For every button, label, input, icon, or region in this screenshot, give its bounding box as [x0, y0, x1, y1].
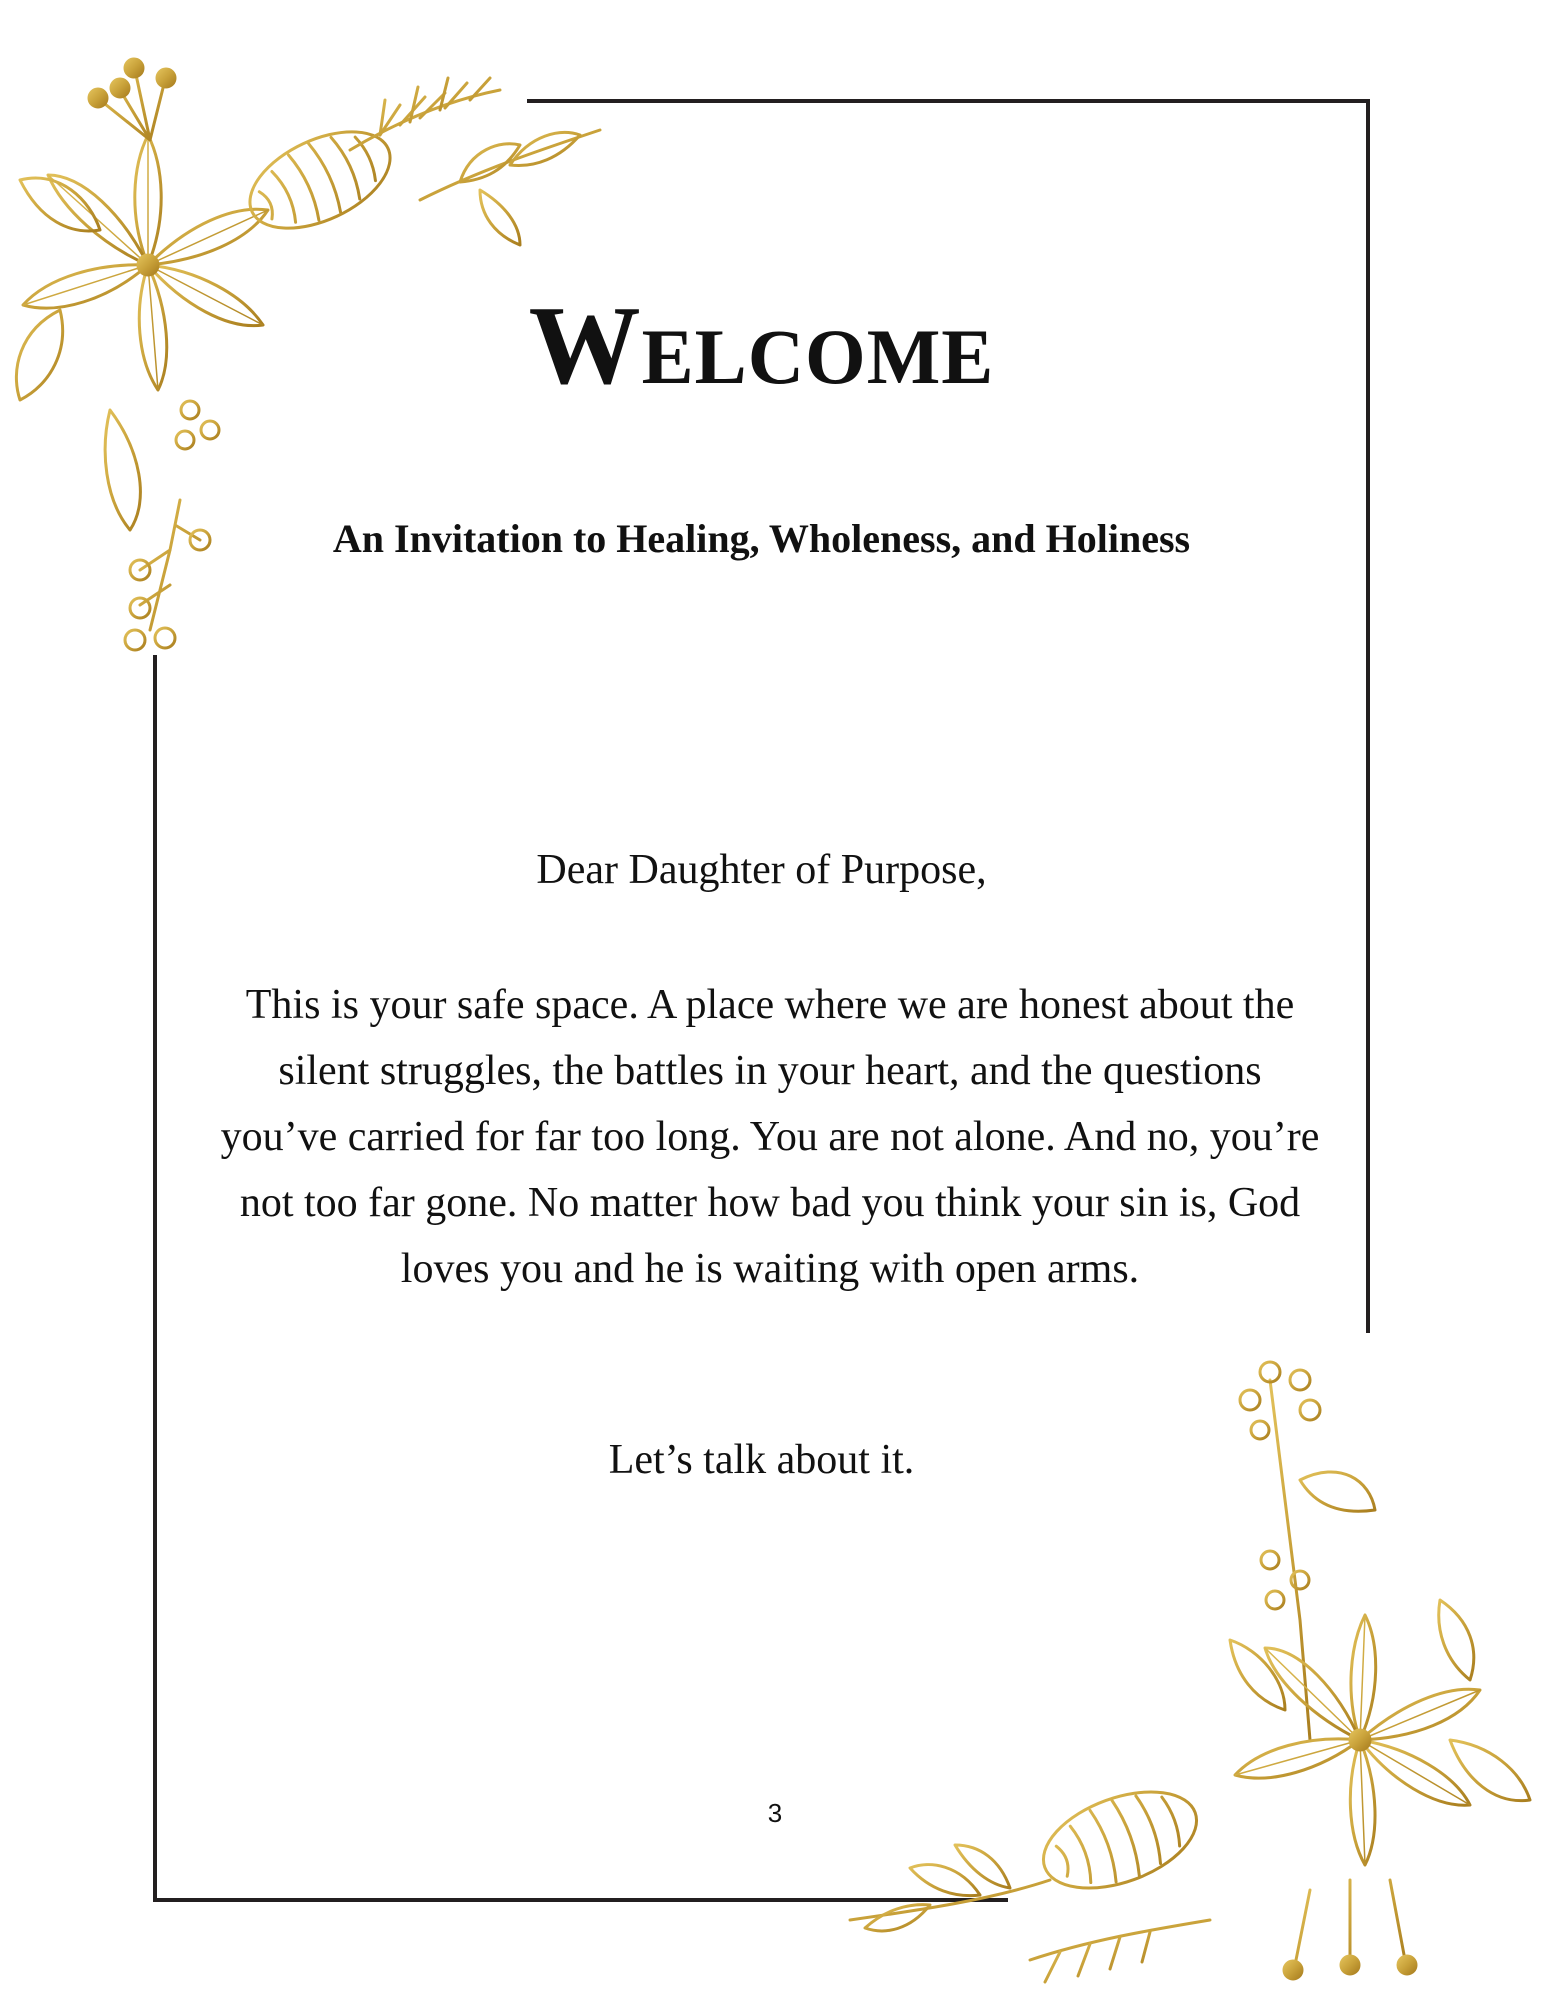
page-number: 3: [767, 1798, 783, 1828]
letter-greeting: Dear Daughter of Purpose,: [536, 847, 987, 893]
frame-left-line: [153, 655, 157, 1902]
frame-right-line: [1366, 99, 1370, 1333]
letter-closing: Let’s talk about it.: [608, 1437, 915, 1483]
page-subtitle: An Invitation to Healing, Wholeness, and Holiness: [332, 516, 1191, 561]
page-title: Welcome: [528, 284, 995, 408]
gold-floral-corner-bottom-right-icon: [830, 1320, 1545, 2000]
letter-body: This is your safe space. A place where we are honest about the silent struggles, the battles in your heart, and the questions you’ve carried for far too long. You are not alone. And no, you’re not too far gone. No matter how bad you think your sin is, God loves you and he is waiting with open arms.: [220, 982, 1320, 1292]
